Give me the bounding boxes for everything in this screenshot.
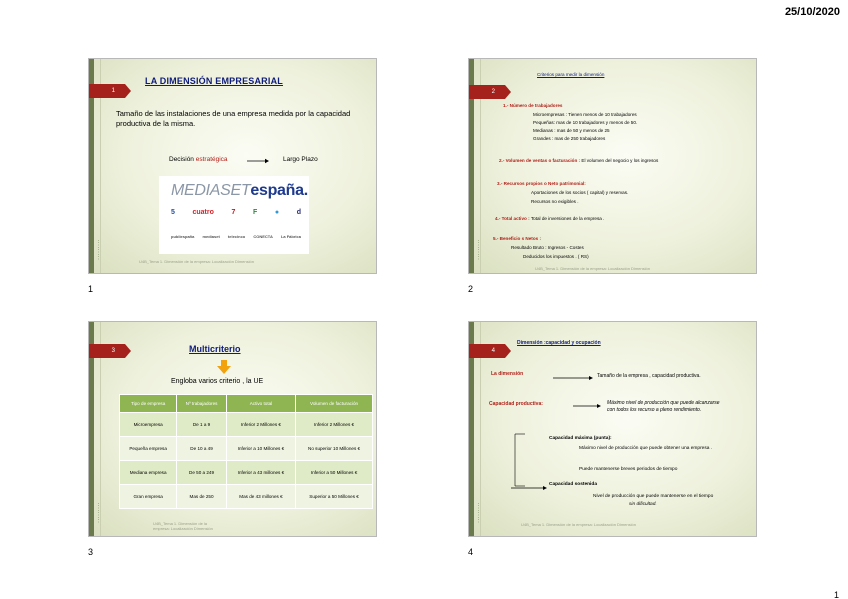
- slide-title: Multicriterio: [189, 344, 241, 354]
- criterion-3-text-2: Recursos no exigibles .: [531, 199, 579, 204]
- decision-term: Largo Plazo: [283, 156, 318, 163]
- slide-footer: U4B_Tema 1. Dimensión de la empresa: Localización Dimensión: [521, 522, 636, 527]
- sustained-capacity-emphasis: sin dificultad.: [629, 502, 657, 507]
- decision-label: [169, 156, 228, 163]
- capacity-text: Máximo nivel de producción que puede alcanzarse con todos los recurso a pleno rendimiento.: [607, 400, 720, 413]
- table-cell: Inferior a 50 Millones €: [296, 461, 373, 485]
- table-cell: Inferior a 10 Millones €: [226, 437, 295, 461]
- sustained-capacity-text: Nivel de producción que puede mantenerse en el tiempo: [593, 494, 714, 499]
- table-cell: Microempresa: [120, 413, 177, 437]
- criterion-5-text-2: Deducidos los impuestos . ( RS): [523, 254, 589, 259]
- criterion-3: 3.- Recursos propios o Neto patrimonial:: [497, 181, 586, 186]
- slide-page-number: 2: [468, 284, 474, 294]
- max-capacity-duration: Puede mantenerse breves periodos de tiempo: [579, 467, 678, 472]
- slide-footer: U4B_Tema 1. Dimensión de la empresa: Localización Dimensión: [139, 259, 254, 264]
- channel-logo-divinity: d: [296, 209, 301, 216]
- slide-3[interactable]: [88, 321, 377, 537]
- arrow-right-icon: [511, 485, 547, 491]
- slide-ornament: ⋮ ⋮ ⋮: [475, 240, 482, 261]
- criterion-4: [495, 216, 604, 221]
- slide-page-number: 3: [88, 547, 94, 557]
- table-row: [120, 437, 373, 461]
- slide-footer: U4B_Tema 1. Dimensión de la empresa: Localización Dimensión: [153, 521, 213, 531]
- slide-page-number: 1: [88, 284, 94, 294]
- brand-logo-2: mediaset: [202, 234, 220, 239]
- column-header: Activo total: [226, 395, 295, 413]
- slide-2[interactable]: [468, 58, 757, 274]
- table-row: [120, 461, 373, 485]
- table-cell: Pequeña empresa: [120, 437, 177, 461]
- decision-word: estratégica: [195, 156, 228, 163]
- channel-logo-boing: ●: [274, 209, 280, 216]
- mediaset-logo: [159, 176, 309, 254]
- table-cell: No superior 10 Millones €: [296, 437, 373, 461]
- brand-logo-3: telecinco: [227, 234, 246, 239]
- brand-light: MEDIASET: [171, 182, 251, 199]
- table-cell: De 10 a 49: [177, 437, 227, 461]
- channel-logo-factoria: F: [253, 209, 258, 216]
- table-cell: Mas de 43 millones €: [226, 485, 295, 509]
- criterion-2-label: 2.- Volumen de ventas o facturación :: [499, 158, 581, 163]
- capacity-label: Capacidad productiva:: [489, 401, 543, 407]
- table-cell: Inferior a 43 millones €: [226, 461, 295, 485]
- brand-logos: [171, 234, 301, 239]
- table-cell: Gran empresa: [120, 485, 177, 509]
- criterion-5-text-1: Resultado Bruto : Ingresos - Costes: [511, 245, 584, 250]
- slide-title: Criterios para medir la dimensión: [537, 72, 605, 77]
- criterion-1-small: Pequeñas: mas de 10 trabajadores y menos de 50.: [533, 120, 638, 125]
- table-header-row: [120, 395, 373, 413]
- criteria-table: [119, 394, 373, 509]
- table-cell: Mas de 250: [177, 485, 227, 509]
- table-row: [120, 485, 373, 509]
- table-cell: Superior a 50 Millones €: [296, 485, 373, 509]
- brand-logo-1: publiespaña: [171, 234, 195, 239]
- sustained-capacity-label: Capacidad sostenida: [549, 482, 597, 487]
- channel-logo-fdf: 7: [231, 209, 236, 216]
- max-capacity-label: Capacidad máxima (punta):: [549, 436, 612, 441]
- channel-logos: [171, 209, 301, 216]
- slide-page-number: 4: [468, 547, 474, 557]
- max-capacity-text: Máximo nivel de producción que puede obtener una empresa .: [579, 446, 713, 451]
- slide-body: Tamaño de las instalaciones de una empresa medida por la capacidad productiva de la misma.: [116, 109, 351, 128]
- dimension-label: La dimensión: [491, 371, 524, 377]
- criterion-2: [499, 158, 658, 163]
- column-header: Nº trabajadores: [177, 395, 227, 413]
- slide-4[interactable]: [468, 321, 757, 537]
- bracket-lines: [513, 426, 553, 492]
- table-cell: Inferior 2 Millones €: [226, 413, 295, 437]
- slide-number-tag: 4: [469, 344, 505, 358]
- arrow-right-icon: [573, 403, 601, 409]
- criterion-1-medium: Medianas : mas de 50 y menos de 25: [533, 128, 610, 133]
- slide-1[interactable]: [88, 58, 377, 274]
- slide-number-tag: 3: [89, 344, 125, 358]
- arrow-down-icon: [217, 360, 231, 374]
- column-header: Volumen de facturación: [296, 395, 373, 413]
- slide-title: Dimensión :capacidad y ocupación: [517, 340, 601, 346]
- brand-logo-4: CONECTA: [253, 234, 273, 239]
- arrow-right-icon: [247, 158, 269, 164]
- criterion-1-large: Grandes : mas de 250 trabajadores: [533, 136, 606, 141]
- criterion-4-label: 4.- Total activo :: [495, 216, 530, 221]
- table-cell: Inferior 2 Millones €: [296, 413, 373, 437]
- slide-subtitle: Engloba varios criterio , la UE: [171, 378, 264, 385]
- slide-title: LA DIMENSIÓN EMPRESARIAL: [145, 76, 283, 86]
- print-date: 25/10/2020: [784, 6, 840, 18]
- channel-logo-telecinco: 5: [171, 209, 175, 216]
- criterion-1-micro: Microempresas : Tienen menos de 10 trabajadores: [533, 112, 637, 117]
- column-header: Tipo de empresa: [120, 395, 177, 413]
- slide-ornament: ⋮ ⋮ ⋮: [475, 503, 482, 524]
- slide-footer: U4B_Tema 1. Dimensión de la empresa: Localización Dimensión: [535, 266, 650, 271]
- criterion-3-text-1: Aportaciones de los socios ( capital) y reservas.: [531, 190, 629, 195]
- criterion-2-text: El volumen del negocio y los ingresos: [581, 158, 659, 163]
- slide-number-tag: 2: [469, 85, 505, 99]
- brand-logo-5: La Fábrica: [280, 234, 301, 239]
- table-cell: De 1 a 9: [177, 413, 227, 437]
- table-cell: Mediana empresa: [120, 461, 177, 485]
- channel-logo-cuatro: cuatro: [192, 209, 214, 216]
- slide-ornament: ⋮ ⋮ ⋮: [95, 503, 102, 524]
- mediaset-wordmark: [171, 182, 308, 200]
- slide-ornament: ⋮ ⋮ ⋮: [95, 240, 102, 261]
- arrow-right-icon: [553, 375, 593, 381]
- criterion-5: 5.- Beneficio s Netos :: [493, 236, 541, 241]
- slide-number-tag: 1: [89, 84, 125, 98]
- criterion-1: 1.- Número de trabajadores: [503, 103, 563, 108]
- criterion-4-text: Total de inversiones de la empresa .: [530, 216, 605, 221]
- dimension-text: Tamaño de la empresa , capacidad productiva.: [597, 373, 701, 379]
- decision-label-text: Decisión: [169, 156, 194, 163]
- table-row: [120, 413, 373, 437]
- brand-bold: españa.: [250, 182, 308, 199]
- table-cell: De 50 a 249: [177, 461, 227, 485]
- page-footer-number: 1: [834, 590, 840, 599]
